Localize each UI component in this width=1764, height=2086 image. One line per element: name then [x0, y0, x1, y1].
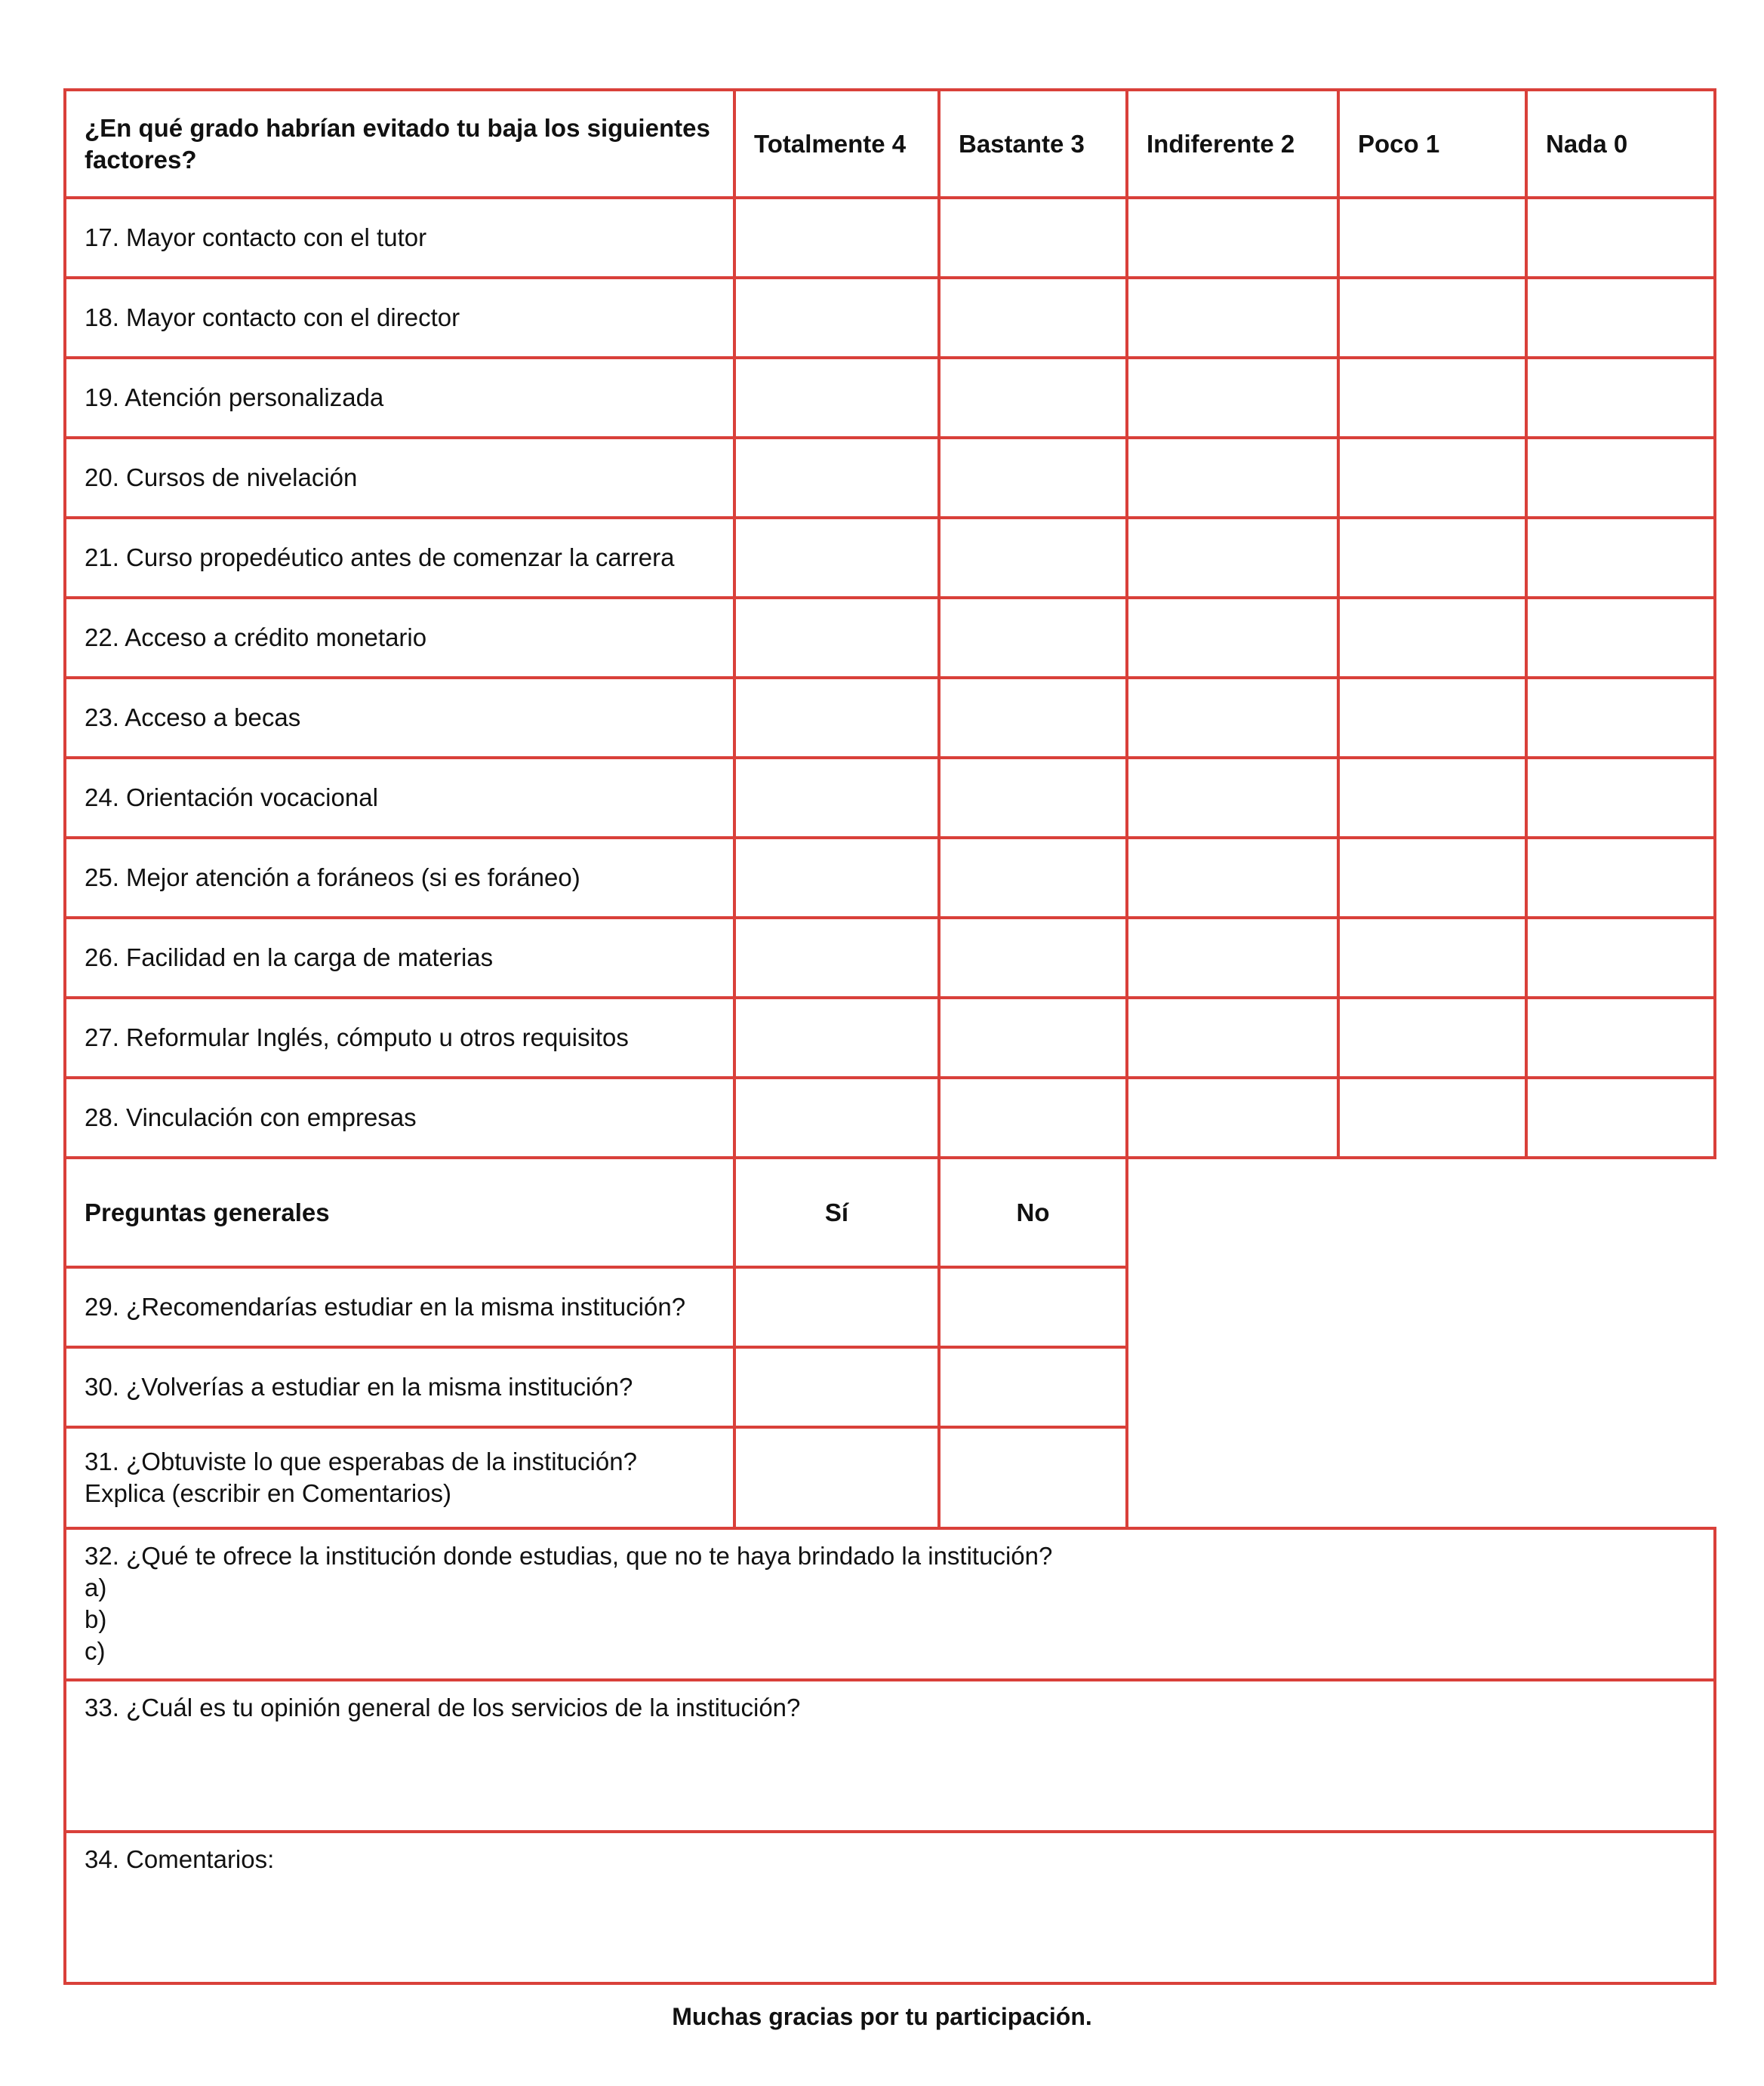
scale-totalmente: Totalmente 4	[734, 90, 939, 198]
rating-cell-totalmente[interactable]	[734, 1078, 939, 1158]
factor-label: 20. Cursos de nivelación	[65, 438, 734, 518]
answer-cell-yes[interactable]	[734, 1347, 939, 1427]
rating-cell-bastante[interactable]	[939, 358, 1127, 438]
rating-cell-bastante[interactable]	[939, 998, 1127, 1078]
factor-row	[65, 518, 1715, 598]
rating-cell-bastante[interactable]	[939, 518, 1127, 598]
rating-cell-nada[interactable]	[1526, 998, 1715, 1078]
rating-cell-poco[interactable]	[1338, 838, 1526, 918]
answer-cell-yes[interactable]	[734, 1427, 939, 1528]
rating-cell-totalmente[interactable]	[734, 918, 939, 998]
q31-note: Explica (escribir en Comentarios)	[85, 1479, 451, 1507]
survey-table	[63, 88, 1716, 1985]
rating-cell-poco[interactable]	[1338, 518, 1526, 598]
rating-cell-totalmente[interactable]	[734, 278, 939, 358]
rating-cell-nada[interactable]	[1526, 278, 1715, 358]
rating-cell-poco[interactable]	[1338, 198, 1526, 278]
q34-text: 34. Comentarios:	[85, 1845, 275, 1873]
answer-cell-no[interactable]	[939, 1267, 1127, 1347]
factor-label: 27. Reformular Inglés, cómputo u otros requisitos	[65, 998, 734, 1078]
open-question-row	[65, 1832, 1715, 1983]
factor-label: 18. Mayor contacto con el director	[65, 278, 734, 358]
rating-cell-bastante[interactable]	[939, 278, 1127, 358]
factor-row	[65, 838, 1715, 918]
rating-cell-bastante[interactable]	[939, 838, 1127, 918]
no-header: No	[939, 1158, 1127, 1267]
rating-cell-totalmente[interactable]	[734, 438, 939, 518]
factor-row	[65, 278, 1715, 358]
rating-cell-indiferente[interactable]	[1127, 278, 1338, 358]
factor-label: 23. Acceso a becas	[65, 678, 734, 758]
rating-cell-indiferente[interactable]	[1127, 758, 1338, 838]
rating-cell-totalmente[interactable]	[734, 758, 939, 838]
rating-cell-indiferente[interactable]	[1127, 838, 1338, 918]
rating-cell-totalmente[interactable]	[734, 598, 939, 678]
q33-text: 33. ¿Cuál es tu opinión general de los servicios de la institución?	[85, 1694, 801, 1721]
rating-cell-poco[interactable]	[1338, 678, 1526, 758]
factor-row	[65, 598, 1715, 678]
rating-cell-nada[interactable]	[1526, 758, 1715, 838]
rating-cell-indiferente[interactable]	[1127, 1078, 1338, 1158]
rating-cell-indiferente[interactable]	[1127, 598, 1338, 678]
yes-header: Sí	[734, 1158, 939, 1267]
scale-bastante: Bastante 3	[939, 90, 1127, 198]
rating-cell-nada[interactable]	[1526, 918, 1715, 998]
q32-option-b: b)	[85, 1605, 107, 1633]
rating-cell-bastante[interactable]	[939, 678, 1127, 758]
q32-option-a: a)	[85, 1574, 107, 1601]
rating-cell-nada[interactable]	[1526, 438, 1715, 518]
rating-cell-nada[interactable]	[1526, 838, 1715, 918]
q32-text: 32. ¿Qué te ofrece la institución donde estudias, que no te haya brindado la institución?	[85, 1542, 1053, 1570]
factor-row	[65, 678, 1715, 758]
q32-cell[interactable]	[65, 1528, 1715, 1680]
rating-cell-bastante[interactable]	[939, 438, 1127, 518]
q33-cell[interactable]	[65, 1680, 1715, 1832]
factor-row	[65, 758, 1715, 838]
rating-cell-poco[interactable]	[1338, 758, 1526, 838]
rating-cell-bastante[interactable]	[939, 918, 1127, 998]
rating-cell-indiferente[interactable]	[1127, 438, 1338, 518]
q32-option-c: c)	[85, 1637, 106, 1665]
factor-label: 24. Orientación vocacional	[65, 758, 734, 838]
factor-row	[65, 1078, 1715, 1158]
factors-header-row	[65, 90, 1715, 198]
rating-cell-poco[interactable]	[1338, 998, 1526, 1078]
rating-cell-indiferente[interactable]	[1127, 518, 1338, 598]
answer-cell-yes[interactable]	[734, 1267, 939, 1347]
rating-cell-nada[interactable]	[1526, 198, 1715, 278]
factor-label: 17. Mayor contacto con el tutor	[65, 198, 734, 278]
general-question: 29. ¿Recomendarías estudiar en la misma institución?	[65, 1267, 734, 1347]
rating-cell-totalmente[interactable]	[734, 358, 939, 438]
rating-cell-bastante[interactable]	[939, 1078, 1127, 1158]
rating-cell-poco[interactable]	[1338, 598, 1526, 678]
rating-cell-bastante[interactable]	[939, 198, 1127, 278]
rating-cell-totalmente[interactable]	[734, 518, 939, 598]
scale-nada: Nada 0	[1526, 90, 1715, 198]
blank-area	[1127, 1158, 1715, 1528]
rating-cell-nada[interactable]	[1526, 678, 1715, 758]
q31-text: 31. ¿Obtuviste lo que esperabas de la institución?	[85, 1448, 637, 1475]
factor-row	[65, 198, 1715, 278]
rating-cell-indiferente[interactable]	[1127, 998, 1338, 1078]
rating-cell-poco[interactable]	[1338, 1078, 1526, 1158]
scale-poco: Poco 1	[1338, 90, 1526, 198]
general-question	[65, 1427, 734, 1528]
rating-cell-poco[interactable]	[1338, 918, 1526, 998]
answer-cell-no[interactable]	[939, 1427, 1127, 1528]
factor-row	[65, 918, 1715, 998]
open-question-row	[65, 1528, 1715, 1680]
rating-cell-poco[interactable]	[1338, 438, 1526, 518]
general-question: 30. ¿Volverías a estudiar en la misma institución?	[65, 1347, 734, 1427]
scale-indiferente: Indiferente 2	[1127, 90, 1338, 198]
rating-cell-nada[interactable]	[1526, 1078, 1715, 1158]
rating-cell-nada[interactable]	[1526, 518, 1715, 598]
survey-form	[63, 88, 1713, 1985]
rating-cell-totalmente[interactable]	[734, 198, 939, 278]
rating-cell-nada[interactable]	[1526, 358, 1715, 438]
rating-cell-totalmente[interactable]	[734, 838, 939, 918]
answer-cell-no[interactable]	[939, 1347, 1127, 1427]
rating-cell-bastante[interactable]	[939, 598, 1127, 678]
rating-cell-indiferente[interactable]	[1127, 358, 1338, 438]
rating-cell-indiferente[interactable]	[1127, 678, 1338, 758]
factor-label: 22. Acceso a crédito monetario	[65, 598, 734, 678]
rating-cell-bastante[interactable]	[939, 758, 1127, 838]
factor-label: 19. Atención personalizada	[65, 358, 734, 438]
factor-label: 21. Curso propedéutico antes de comenzar la carrera	[65, 518, 734, 598]
factor-row	[65, 998, 1715, 1078]
rating-cell-totalmente[interactable]	[734, 678, 939, 758]
factor-row	[65, 358, 1715, 438]
rating-cell-nada[interactable]	[1526, 598, 1715, 678]
rating-cell-poco[interactable]	[1338, 278, 1526, 358]
q34-cell[interactable]	[65, 1832, 1715, 1983]
thanks-message: Muchas gracias por tu participación.	[672, 2003, 1092, 2030]
rating-cell-indiferente[interactable]	[1127, 198, 1338, 278]
rating-cell-poco[interactable]	[1338, 358, 1526, 438]
factor-label: 25. Mejor atención a foráneos (si es foráneo)	[65, 838, 734, 918]
factor-row	[65, 438, 1715, 518]
factor-label: 28. Vinculación con empresas	[65, 1078, 734, 1158]
rating-cell-totalmente[interactable]	[734, 998, 939, 1078]
rating-cell-indiferente[interactable]	[1127, 918, 1338, 998]
general-header-row	[65, 1158, 1715, 1267]
factor-label: 26. Facilidad en la carga de materias	[65, 918, 734, 998]
open-question-row	[65, 1680, 1715, 1832]
factors-question-header: ¿En qué grado habrían evitado tu baja los siguientes factores?	[65, 90, 734, 198]
general-questions-header: Preguntas generales	[65, 1158, 734, 1267]
